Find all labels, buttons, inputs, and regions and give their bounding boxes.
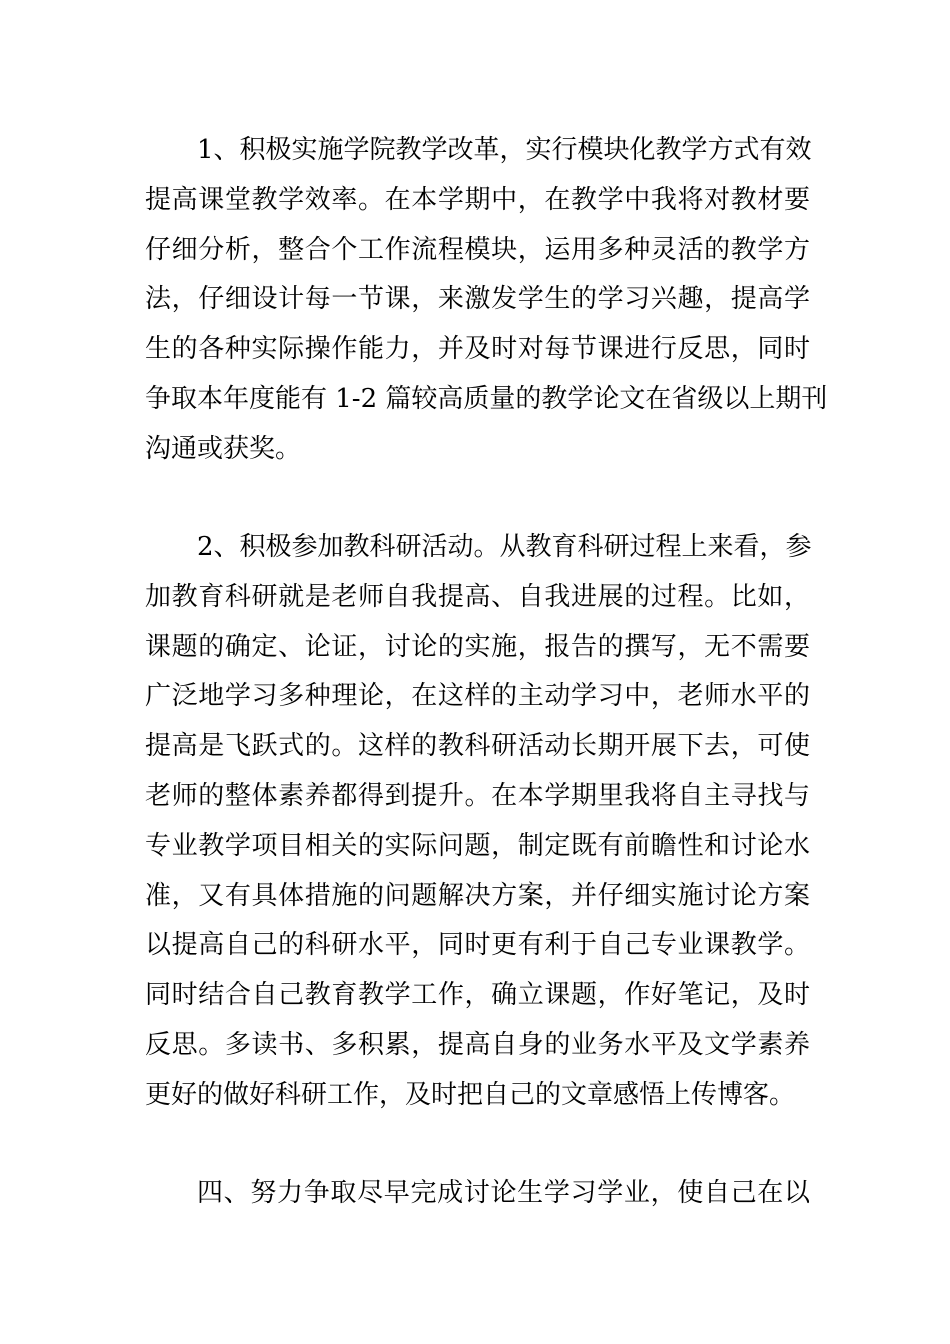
paragraph-2-line: 专业教学项目相关的实际问题，制定既有前瞻性和讨论水 — [145, 830, 810, 861]
paragraph-2-line: 提高是飞跃式的。这样的教科研活动长期开展下去，可使 — [145, 731, 810, 762]
paragraph-2-line: 课题的确定、论证，讨论的实施，报告的撰写，无不需要 — [145, 631, 810, 662]
paragraph-1-line: 法，仔细设计每一节课，来激发学生的学习兴趣，提高学 — [145, 284, 810, 315]
paragraph-2-line: 反思。多读书、多积累，提高自身的业务水平及文学素养 — [145, 1029, 810, 1060]
paragraph-1-line: 争取本年度能有 1-2 篇较高质量的教学论文在省级以上期刊 — [145, 383, 828, 414]
paragraph-3-line: 四、努力争取尽早完成讨论生学习学业，使自己在以 — [197, 1178, 810, 1208]
paragraph-1-line: 仔细分析，整合个工作流程模块，运用多种灵活的教学方 — [145, 234, 810, 265]
paragraph-2-line: 准，又有具体措施的问题解决方案，并仔细实施讨论方案 — [145, 880, 810, 911]
paragraph-2-line: 老师的整体素养都得到提升。在本学期里我将自主寻找与 — [145, 780, 810, 811]
paragraph-2-line: 广泛地学习多种理论，在这样的主动学习中，老师水平的 — [145, 681, 810, 712]
paragraph-3 — [145, 1169, 810, 1219]
paragraph-2-line: 加教育科研就是老师自我提高、自我进展的过程。比如， — [145, 581, 810, 612]
paragraph-2-line: 更好的做好科研工作，及时把自己的文章感悟上传博客。 — [145, 1079, 796, 1110]
paragraph-2-line: 同时结合自己教育教学工作，确立课题，作好笔记，及时 — [145, 980, 810, 1011]
paragraph-2-line: 2、积极参加教科研活动。从教育科研过程上来看，参 — [197, 532, 812, 562]
paragraph-2-line: 以提高自己的科研水平，同时更有利于自己专业课教学。 — [145, 930, 810, 961]
paragraph-1-line: 提高课堂教学效率。在本学期中，在教学中我将对教材要 — [145, 184, 810, 215]
paragraph-2 — [145, 523, 810, 1121]
paragraph-1 — [145, 126, 828, 475]
paragraph-1-line: 1、积极实施学院教学改革，实行模块化教学方式有效 — [197, 135, 812, 165]
paragraph-1-line: 沟通或获奖。 — [145, 433, 302, 464]
paragraph-1-line: 生的各种实际操作能力，并及时对每节课进行反思，同时 — [145, 334, 810, 365]
